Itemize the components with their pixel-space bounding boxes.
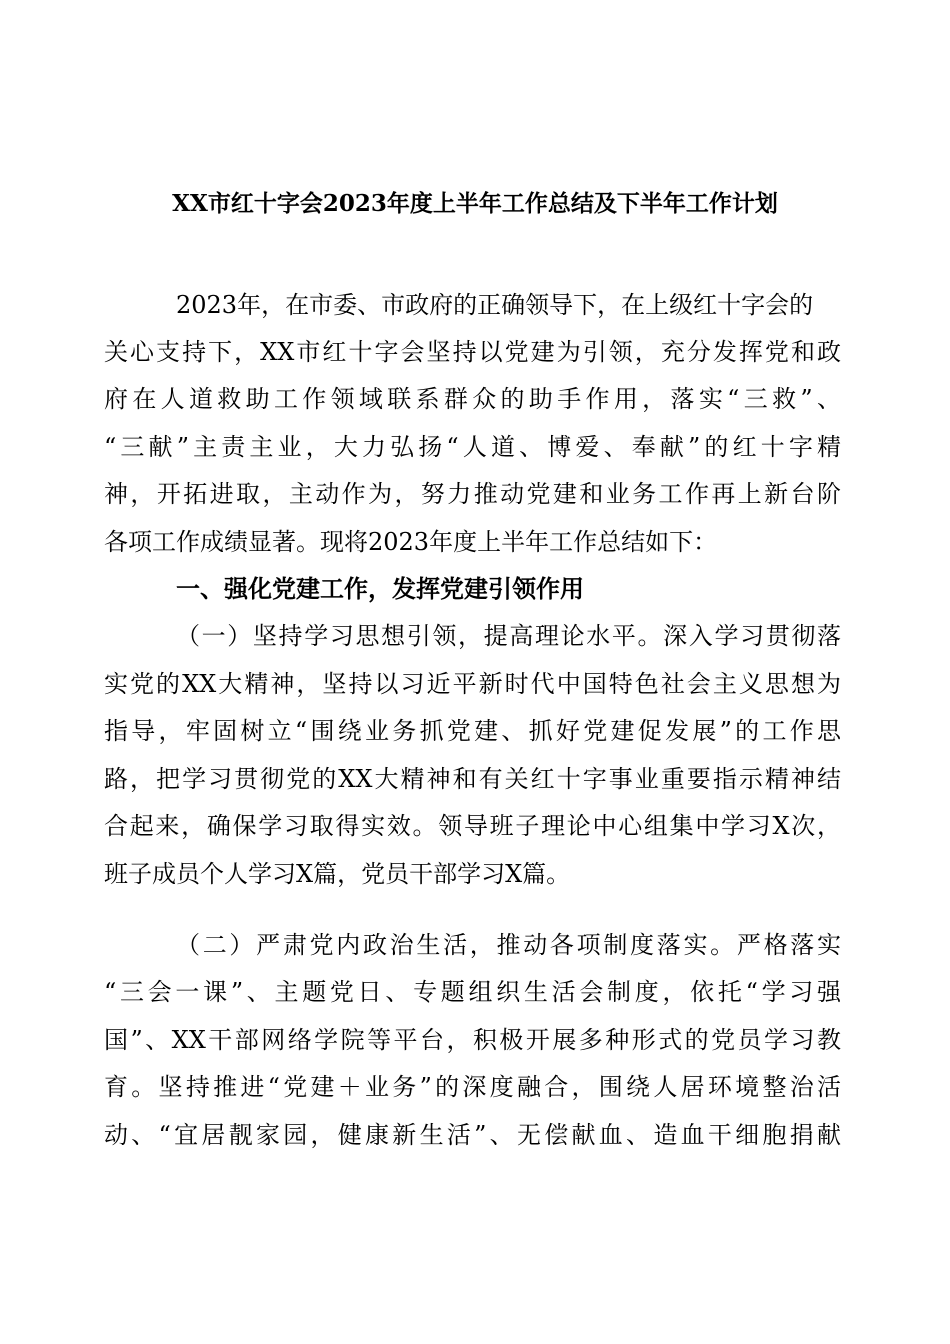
paragraph-line: 各项工作成绩显著。现将2023年度上半年工作总结如下： [104,528,718,556]
paragraph-line: 合起来，确保学习取得实效。领导班子理论中心组集中学习X次， [104,812,841,840]
paragraph-line: 府在人道救助工作领域联系群众的助手作用，落实“三救”、 [104,385,841,413]
paragraph-line: 实党的XX大精神，坚持以习近平新时代中国特色社会主义思想为 [104,670,841,698]
paragraph-line: （一）坚持学习思想引领，提高理论水平。深入学习贯彻落 [176,622,841,650]
paragraph-line: 动、“宜居靓家园，健康新生活”、无偿献血、造血干细胞捐献 [104,1121,841,1149]
paragraph-line: “三献”主责主业，大力弘扬“人道、博爱、奉献”的红十字精 [104,433,841,461]
paragraph-line: 指导，牢固树立“围绕业务抓党建、抓好党建促发展”的工作思 [104,717,841,745]
paragraph-line: “三会一课”、主题党日、专题组织生活会制度，依托“学习强 [104,978,841,1006]
paragraph-line: 国”、XX干部网络学院等平台，积极开展多种形式的党员学习教 [104,1026,841,1054]
paragraph-line: 班子成员个人学习X篇，党员干部学习X篇。 [104,860,571,888]
paragraph-line: 育。坚持推进“党建＋业务”的深度融合，围绕人居环境整治活 [104,1073,841,1101]
paragraph-line: 路，把学习贯彻党的XX大精神和有关红十字事业重要指示精神结 [104,765,841,793]
paragraph-line: 关心支持下，XX市红十字会坚持以党建为引领，充分发挥党和政 [104,338,841,366]
document-title: XX市红十字会2023年度上半年工作总结及下半年工作计划 [172,190,778,217]
paragraph-line: 神，开拓进取，主动作为，努力推动党建和业务工作再上新台阶 [104,480,841,508]
section-heading: 一、强化党建工作，发挥党建引领作用 [176,574,584,603]
paragraph-line: 2023年，在市委、市政府的正确领导下，在上级红十字会的 [176,291,814,319]
paragraph-line: （二）严肃党内政治生活，推动各项制度落实。严格落实 [176,931,841,959]
